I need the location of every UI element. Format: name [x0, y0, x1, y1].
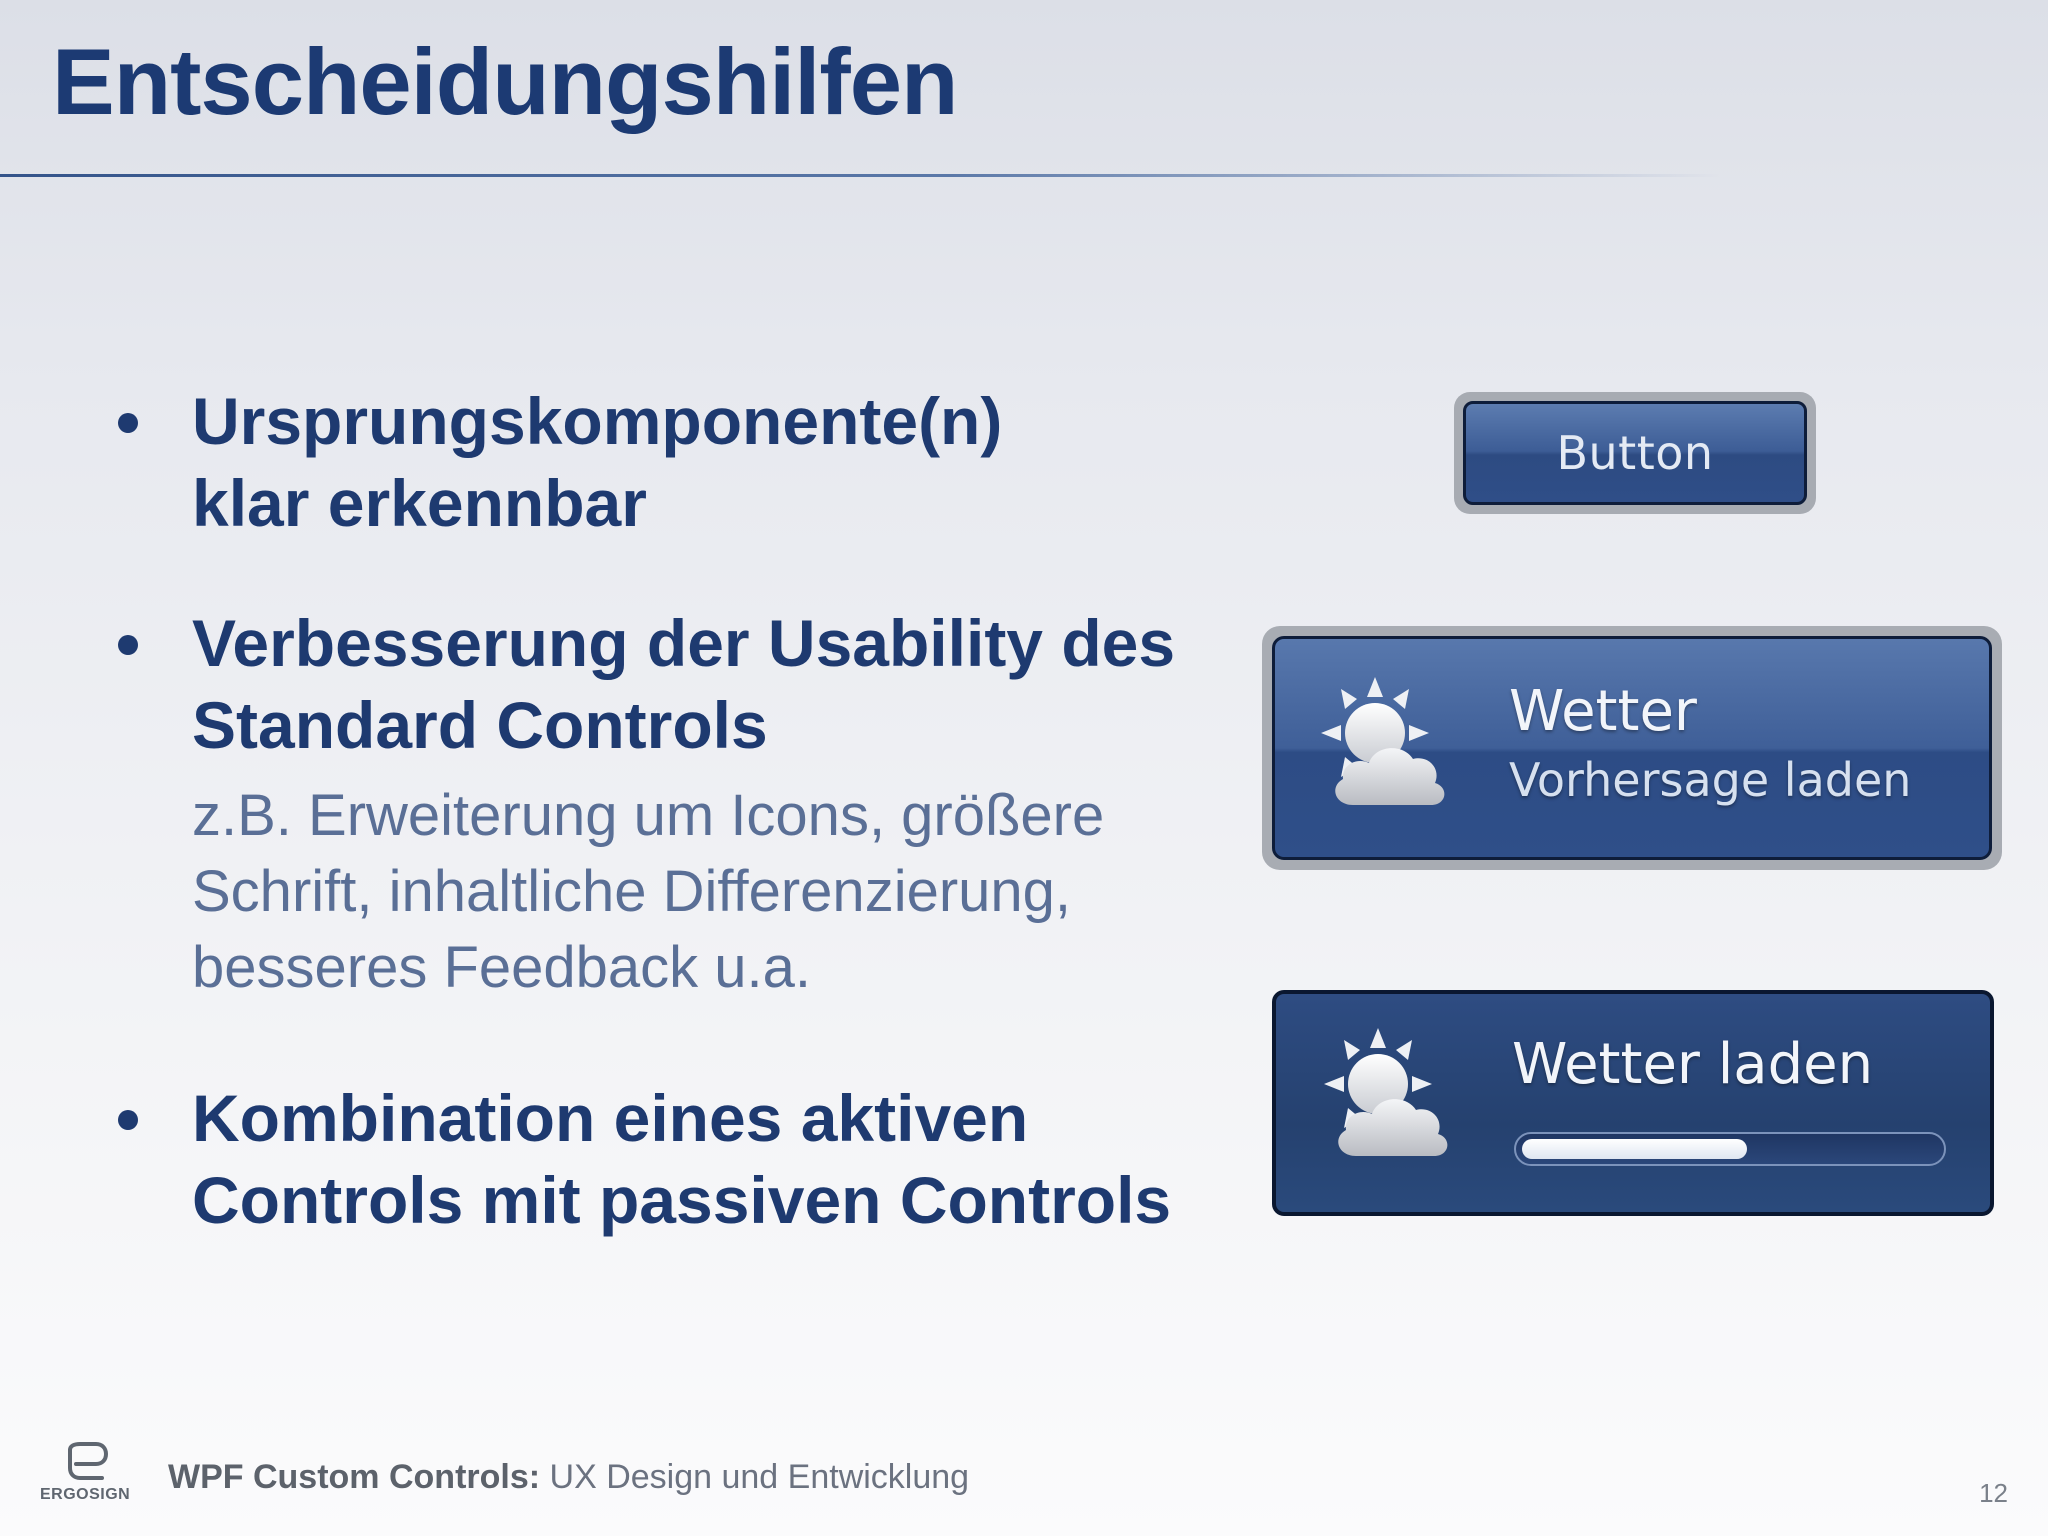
slide-title: Entscheidungshilfen	[52, 29, 958, 134]
standard-button-label: Button	[1556, 426, 1714, 480]
progress-fill	[1522, 1139, 1747, 1159]
page-number: 12	[1979, 1478, 2008, 1508]
weather-button-title: Wetter	[1509, 679, 1697, 744]
bullet-text	[192, 602, 1242, 766]
title-divider	[0, 174, 1720, 177]
ergosign-logo	[40, 1442, 130, 1512]
weather-button-subtitle: Vorhersage laden	[1509, 753, 1912, 807]
bullet-dot	[118, 1110, 138, 1130]
footer-course-rest: UX Design und Entwicklung	[540, 1458, 970, 1496]
bullet-dot	[118, 413, 138, 433]
sun-cloud-icon	[1317, 675, 1467, 825]
bullet-text	[192, 380, 1242, 544]
footer-course-bold: WPF Custom Controls:	[168, 1458, 541, 1496]
bullet-line: Ursprungskomponente(n)	[192, 384, 1003, 458]
sub-line: besseres Feedback u.a.	[192, 935, 812, 1000]
bullet-line: Standard Controls	[192, 688, 768, 762]
bullet-line: klar erkennbar	[192, 466, 647, 540]
weather-forecast-button-face[interactable]	[1272, 636, 1992, 860]
bullet-line: Controls mit passiven Controls	[192, 1163, 1172, 1237]
bullet-line: Verbesserung der Usability des	[192, 606, 1176, 680]
footer-course-title	[168, 1458, 969, 1497]
standard-button-face[interactable]	[1463, 401, 1807, 505]
weather-loading-control[interactable]	[1272, 990, 1994, 1216]
sub-line: Schrift, inhaltliche Differenzierung,	[192, 859, 1072, 924]
progress-bar	[1514, 1132, 1946, 1166]
sub-line: z.B. Erweiterung um Icons, größere	[192, 783, 1105, 848]
weather-forecast-button[interactable]	[1262, 626, 2002, 870]
ergosign-logo-icon	[40, 1442, 130, 1486]
bullet-line: Kombination eines aktiven	[192, 1081, 1029, 1155]
standard-button-demo[interactable]	[1454, 392, 1816, 514]
bullet-subtext	[192, 778, 1242, 1006]
bullet-dot	[118, 635, 138, 655]
ergosign-logo-text: ERGOSIGN	[40, 1486, 131, 1503]
bullet-text	[192, 1077, 1242, 1241]
weather-loading-title: Wetter laden	[1512, 1032, 1874, 1097]
sun-cloud-icon	[1320, 1026, 1470, 1176]
